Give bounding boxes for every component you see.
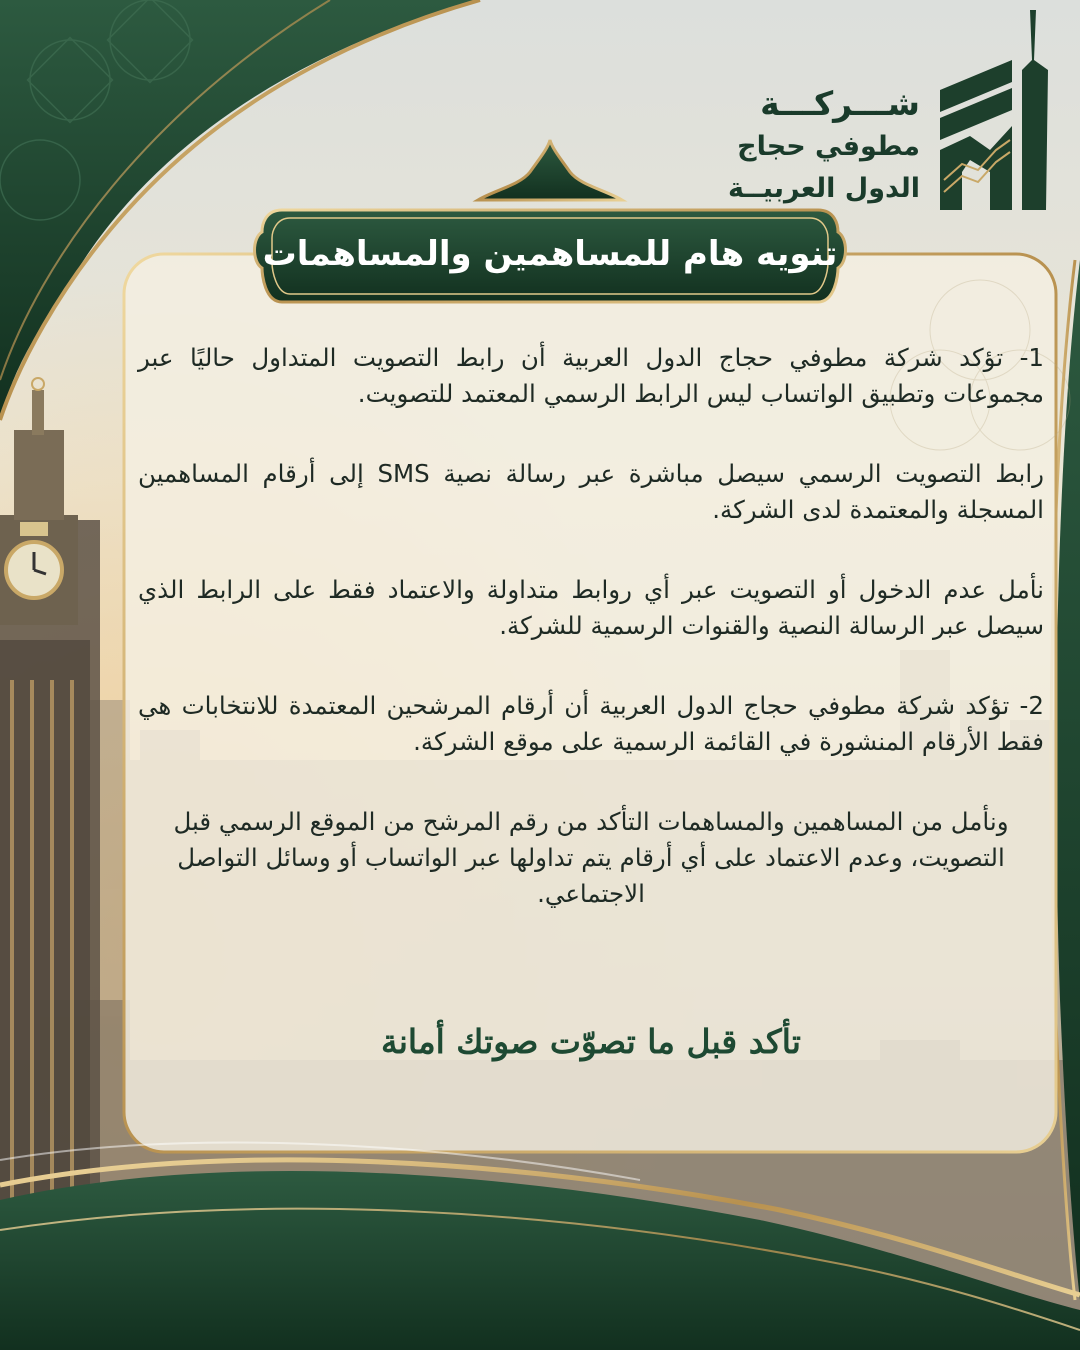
slogan: تأكد قبل ما تصوّت صوتك أمانة	[381, 1022, 801, 1061]
paragraph-4: 2- تؤكد شركة مطوفي حجاج الدول العربية أن أرقام المرشحين المعتمدة للانتخابات هي فقط الأرقام المنشورة في القائمة الرسمية على موقع الشركة.	[138, 691, 1044, 756]
paragraph-5: ونأمل من المساهمين والمساهمات التأكد من رقم المرشح من الموقع الرسمي قبل التصويت، وعدم الاعتماد على أي أرقام يتم تداولها عبر الواتساب أو وسائل التواصل الاجتماعي.	[173, 807, 1009, 908]
paragraph-1: 1- تؤكد شركة مطوفي حجاج الدول العربية أن رابط التصويت المتداول حاليًا عبر مجموعات وتطبيق الواتساب ليس الرابط الرسمي المعتمد للتصويت.	[138, 343, 1044, 408]
company-name-line-1: شـــركـــة	[760, 84, 920, 123]
company-name-line-3: الدول العربيــة	[727, 173, 920, 204]
company-name-line-2: مطوفي حجاج	[737, 131, 920, 162]
notice-body	[138, 340, 1044, 956]
company-name	[690, 82, 920, 210]
paragraph-3: نأمل عدم الدخول أو التصويت عبر أي روابط متداولة والاعتماد فقط على الرابط الذي سيصل عبر الرسالة النصية والقنوات الرسمية للشركة.	[138, 575, 1044, 640]
notice-title: تنويه هام للمساهمين والمساهمات	[262, 234, 838, 274]
paragraph-2: رابط التصويت الرسمي سيصل مباشرة عبر رسالة نصية SMS إلى أرقام المساهمين المسجلة والمعتمدة لدى الشركة.	[138, 459, 1044, 524]
